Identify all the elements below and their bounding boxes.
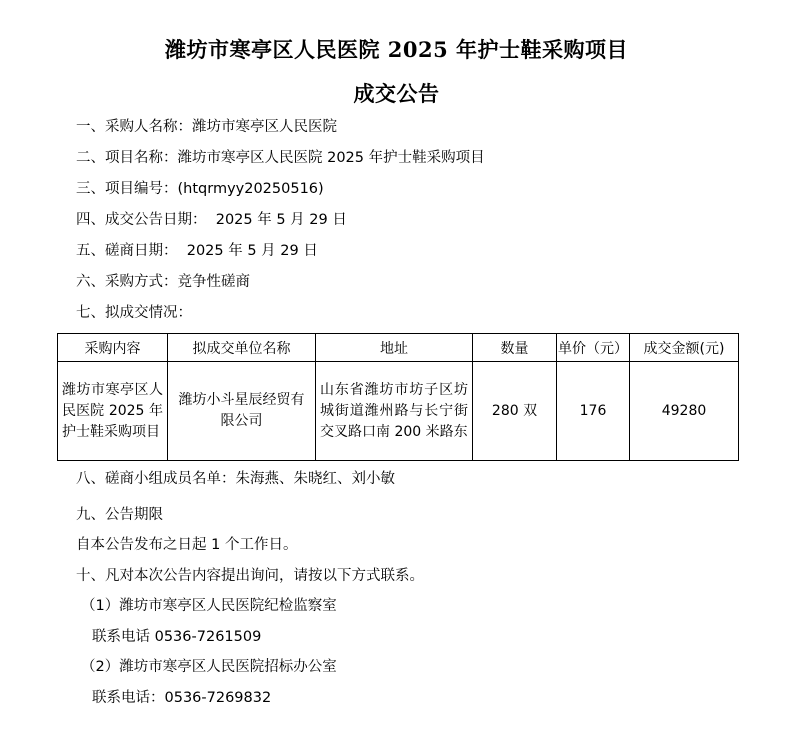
purchaser-line: 一、采购人名称：潍坊市寒亭区人民医院 — [76, 119, 337, 135]
col-header-quantity: 数量 — [473, 334, 557, 362]
col-header-amount: 成交金额(元) — [630, 334, 739, 362]
contact-phone-1: 联系电话 0536-7261509 — [92, 629, 262, 645]
cell-address: 山东省潍坊市坊子区坊城街道潍州路与长宁街交叉路口南 200 米路东 — [316, 362, 473, 461]
negotiation-date-line: 五、磋商日期： 2025 年 5 月 29 日 — [76, 243, 318, 259]
project-number-line: 三、项目编号：(htqrmyy20250516) — [76, 181, 324, 197]
document-subtitle: 成交公告 — [353, 81, 440, 106]
contact-office-2: （2）潍坊市寒亭区人民医院招标办公室 — [81, 659, 337, 675]
contact-phone-2: 联系电话：0536-7269832 — [92, 690, 272, 706]
cell-content: 潍坊市寒亭区人民医院 2025 年护士鞋采购项目 — [58, 362, 168, 461]
period-text: 自本公告发布之日起 1 个工作日。 — [76, 537, 298, 553]
table-row — [58, 362, 739, 461]
document-title: 潍坊市寒亭区人民医院 2025 年护士鞋采购项目 — [164, 37, 629, 62]
cell-amount: 49280 — [630, 362, 739, 461]
announce-date-line: 四、成交公告日期： 2025 年 5 月 29 日 — [76, 212, 347, 228]
period-heading: 九、公告期限 — [76, 507, 163, 523]
award-table — [57, 333, 739, 461]
contact-office-1: （1）潍坊市寒亭区人民医院纪检监察室 — [81, 598, 337, 614]
cell-unit-price: 176 — [557, 362, 630, 461]
col-header-unit-price: 单价（元） — [557, 334, 630, 362]
award-heading: 七、拟成交情况： — [76, 305, 192, 321]
table-header-row — [58, 334, 739, 362]
project-name-line: 二、项目名称：潍坊市寒亭区人民医院 2025 年护士鞋采购项目 — [76, 150, 485, 166]
panel-members-line: 八、磋商小组成员名单：朱海燕、朱晓红、刘小敏 — [76, 471, 395, 487]
contact-heading: 十、凡对本次公告内容提出询问，请按以下方式联系。 — [76, 568, 424, 584]
col-header-supplier: 拟成交单位名称 — [168, 334, 316, 362]
col-header-content: 采购内容 — [58, 334, 168, 362]
cell-supplier: 潍坊小斗星辰经贸有限公司 — [168, 362, 316, 461]
procurement-method-line: 六、采购方式：竞争性磋商 — [76, 274, 250, 290]
col-header-address: 地址 — [316, 334, 473, 362]
cell-quantity: 280 双 — [473, 362, 557, 461]
